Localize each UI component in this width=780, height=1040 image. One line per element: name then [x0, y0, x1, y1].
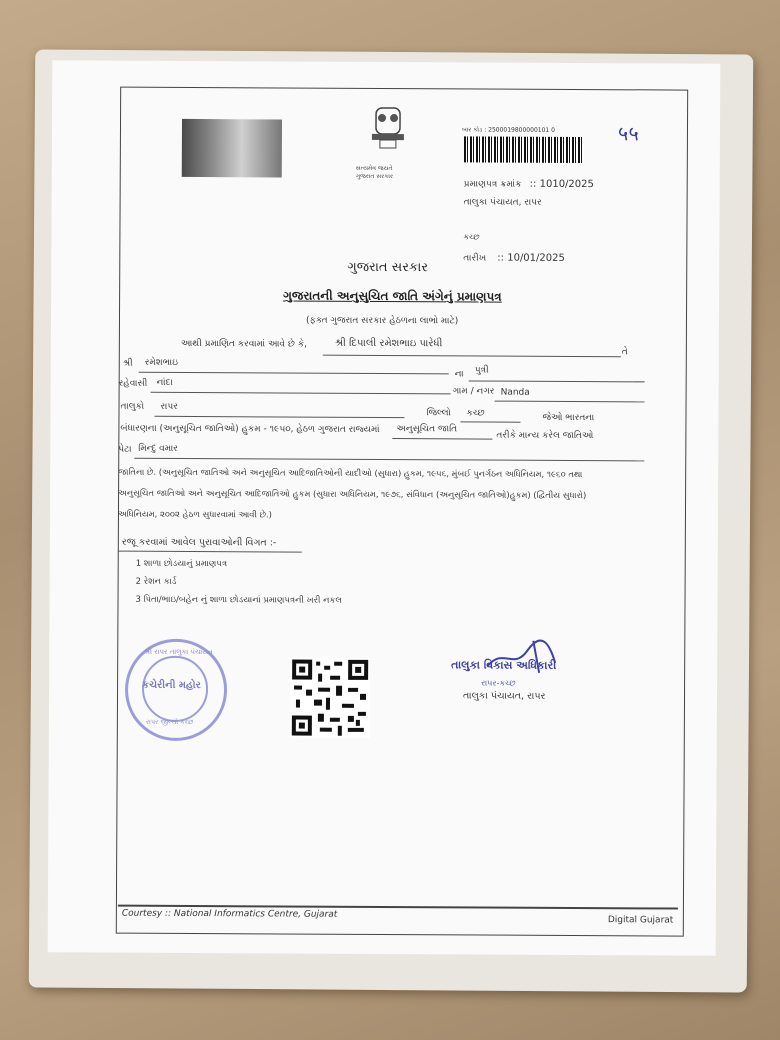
father-name: રમેશભાઇ	[144, 357, 178, 368]
doc-item-1: 1 શાળા છોડયાનું પ્રમાણપત્ર	[135, 558, 228, 570]
village: Nanda	[500, 387, 530, 398]
body-line-3: અધિનિયમ, ૨૦૦૨ હેઠળ સુધારવામાં આવી છે.)	[117, 508, 273, 520]
caste-category: અનુસૂચિત જાતિ	[396, 424, 458, 435]
officer-office: તાલુકા પંચાયત, રાપર	[462, 690, 546, 702]
officer-place: રાપર-કચ્છ	[481, 678, 516, 688]
resident: નાંદા	[156, 377, 173, 388]
relation: પુત્રી	[474, 365, 489, 376]
certificate-subtitle: (ફક્ત ગુજરાત સરકાર હેઠળના લાભો માટે)	[305, 315, 459, 327]
village-label: ગામ / નગર	[452, 386, 495, 397]
body-line-2: અનુસૂચિત જાતિઓ અને અનુસૂચિત આદિજાતિઓ હુકમ (સુધારા અધિનિયમ, ૧૯૭૬, સંવિધાન (અનુસૂચિત જાતિઓ)હુકમ) (દ્વિતીય સુધારો)	[118, 487, 587, 501]
recognized-text: તરીકે માન્ય કરેલ જાતિઓ	[496, 430, 594, 442]
caste: મિન્દુ વમાર	[138, 443, 178, 454]
certificate-no-label: પ્રમાણપત્ર ક્રમાંક	[463, 179, 522, 190]
date-label: તારીખ	[463, 253, 487, 264]
jeo-text: જેઓ ભારતના	[542, 412, 595, 424]
district-field-label: જિલ્લો	[426, 408, 451, 419]
taluka-label: તાલુકો	[120, 401, 145, 412]
peta-label: પેટા	[118, 444, 132, 455]
docs-heading: રજૂ કરવામાં આવેલ પુરાવાઓની વિગત :-	[121, 536, 277, 549]
applicant-name: શ્રી દિપાલી રમેશભાઇ પારેધી	[334, 337, 443, 350]
applicant-photo	[182, 119, 282, 178]
certificate-paper	[48, 60, 721, 955]
stamp-top-text: શ્રી રાપર તાલુકા પંચાયત	[144, 647, 213, 657]
stamp-bottom-text: રાપર જીલ્લો કચ્છ	[145, 717, 194, 727]
certify-text: આથી પ્રમાણિત કરવામાં આવે છે કે,	[180, 338, 307, 350]
taluka: રાપર	[160, 401, 178, 412]
date: :: 10/01/2025	[497, 252, 565, 264]
doc-item-2: 2 રેશન કાર્ડ	[135, 576, 177, 587]
emblem-caption-2: ગુજરાત સરકાર	[355, 172, 394, 181]
footer-left: Courtesy :: National Informatics Centre, Gujarat	[121, 908, 338, 920]
district: કચ્છ	[466, 408, 485, 419]
barcode	[464, 136, 584, 163]
qr-code	[290, 658, 370, 738]
relation-label: ના	[454, 369, 464, 380]
emblem-caption-1: સત્યમેવ જયતે	[355, 164, 393, 173]
stamp-center-text: કચેરીની મહોર	[142, 679, 201, 692]
te-text: તે	[621, 347, 628, 358]
shri-label: શ્રી	[122, 358, 133, 369]
certificate-no: :: 1010/2025	[529, 178, 594, 191]
district-header: કચ્છ	[463, 232, 480, 242]
constitution-line: બંધારણના (અનુસૂચિત જાતિઓ) હુકમ - ૧૯૫૦, હેઠળ ગુજરાત રાજ્યમાં	[120, 423, 380, 435]
body-line-1: જાતિના છે. (અનુસૂચિત જાતિઓ અને અનુસૂચિત આદિજાતિઓની યાદીઓ (સુધારા) હુકમ, ૧૯૫૬, મુંબઈ પુનર્ગઠન અધિનિયમ, ૧૯૬૦ તથા	[118, 466, 583, 480]
handwritten-number: ५५	[617, 121, 639, 146]
resident-label: રહેવાસી	[118, 378, 148, 389]
certificate-title: ગુજરાતની અનુસુચિત જાતિ અંગેનું પ્રમાણપત્ર	[283, 288, 502, 304]
doc-item-3: 3 પિતા/ભાઇ/બહેન નું શાળા છોડયાનાં પ્રમાણપત્રની ખરી નકલ	[135, 594, 342, 606]
govt-heading: ગુજરાત સરકાર	[347, 259, 429, 276]
barcode-label: બાર કોડ : 2500019800000101 0	[461, 126, 555, 134]
footer-right: Digital Gujarat	[607, 915, 674, 926]
officer-title: તાલુકા વિકાસ અધિકારી	[451, 658, 557, 672]
national-emblem-icon	[362, 106, 414, 162]
office-stamp	[125, 639, 228, 742]
issuer: તાલુકા પંચાયત, રાપર	[463, 197, 542, 208]
